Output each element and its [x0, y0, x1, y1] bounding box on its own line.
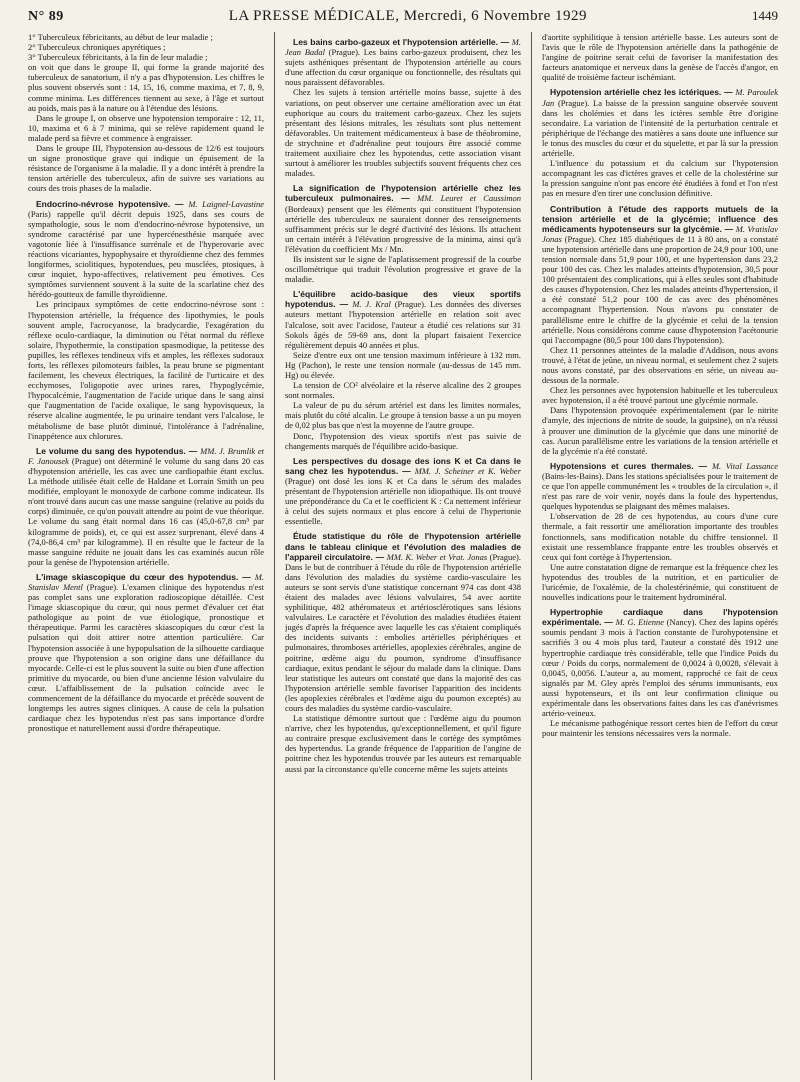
paragraph: Chez 11 personnes atteintes de la maladie d'Addison, nous avons trouvé, à l'état de jeûne, un niveau normal, et seulement chez 2 sujets nous avons constaté, par des observations en série, un niveau au-dessous de la normale. [542, 344, 778, 386]
article-section: Hypotension artérielle chez les ictériques. — M. Paroulek Jan (Prague). La baisse de la pression sanguine observée souvent dans les cholémies et dans les ictères semble être d'origine secondaire. La variation de l'intensité de la perturbation centrale et périphérique de l'échange des matières a sans doute une influence sur le tonus des muscles du cœur et du squelette, et par là sur la pression artérielle. [542, 87, 778, 159]
article-section: Contribution à l'étude des rapports mutuels de la tension artérielle et de la glycémie; influence des médicaments hypotenseurs sur la glycémie. — M. Vratislav Jonas (Prague). Chez 185 diabétiques de 11 à 80 ans, on a constaté une hypotension artérielle dans une proportion de 24,9 pour 100, une tension normale dans 51,9 pour 100, et une hypertension dans 23,2 pour 100 des cas. Chez les malades atteints d'hypotension, 30,5 pour 100 présentaient des complications, qui à elles seules sont d'habitude des causes d'hypotension. Chez les malades atteints d'hypertension, il a été constaté 51,2 pour 100 de cas avec des phénomènes accompagnant l'hypertension. Nous n'avons pu constater de parallélisme entre le chiffre de la glycémie et celui de la tension artérielle. Nous considérons comme cause d'hypotension l'acétonurie qui l'accompagne (80,5 pour 100 dans l'hypotension). [542, 203, 778, 345]
column-1 [28, 32, 264, 1080]
section-text: (Prague). L'examen clinique des hypotendus n'est pas complet sans une exploration radioscopique détaillée. C'est l'image skiascopique du cœur, qui nous permet d'évaluer cet état pathologique au point de vue étiologique, pronostique et thérapeutique. Parmi les caractères skiascopiques du cœur c'est la pulsation qui doit attirer notre attention particulière. Car l'hypotension associée à une hypopulsation de la silhouette cardiaque prouve que l'hypotension a son origine dans une défaillance du myocarde. Celle-ci est le plus souvent la suite ou bien d'une affection primitive du myocarde, ou bien d'une ancienne lésion valvulaire du cœur. L'affaiblissement de la pulsation coïncide avec le commencement de la défaillance du myocarde et précède souvent de longtemps les autres signes cliniques. A cause de cela la pulsation cardiaque chez les hypotendus n'est pas sans importance d'ordre pronostique et naturellement aussi d'ordre thérapeutique. [28, 581, 264, 734]
masthead: LA PRESSE MÉDICALE, Mercredi, 6 Novembre 1929 [228, 8, 587, 24]
section-text: (Bains-les-Bains). Dans les stations spécialisées pour le traitement de ce que l'on appelle communément les « troubles de la circulation », il n'est pas rare de voir venir, noyés dans la foule des hypertendus, quelques hypotendus se plaignant des mêmes malaises. [542, 470, 778, 512]
article-section: Les perspectives du dosage des ions K et Ca dans le sang chez les hypotendus. — MM. J. Scheiner et K. Weber (Prague) ont dosé les ions K et Ca dans le sérum des malades présentant de l'hypotension artérielle non idiopathique. Ils ont trouvé une prépondérance du Ca et le coefficient K : Ca nettement inférieur à celui des sujets normaux et plus encore à celui de l'hypertonie essentielle. [285, 455, 521, 527]
section-author: MM. K. Weber et Vrat. Jonas [386, 551, 488, 562]
article-section: L'équilibre acido-basique des vieux sportifs hypotendus. — M. J. Kral (Prague). Les données des diverses auteurs mettant l'hypotension artérielle en relation soit avec l'alcalose, soit avec l'acidose, l'auteur a étudié ces relations sur 31 Sokols âgés de 59-69 ans, dont la plupart faisaient l'exercice régulièrement depuis 40 années et plus. [285, 289, 521, 350]
section-author: M. Stanislav Mentl [28, 571, 264, 592]
section-text: (Prague). Les données des diverses auteurs mettant l'hypotension artérielle en relation soit avec l'alcalose, soit avec l'acidose, l'auteur a étudié ces relations sur 31 Sokols âgés de 59-69 ans, dont la plupart faisaient l'exercice régulièrement depuis 40 années et plus. [285, 299, 521, 350]
paragraph: L'influence du potassium et du calcium sur l'hypotension accompagnant les cas d'ictères graves et celle de la cholestérine sur la pression sanguine n'ont pas encore été étudiées à fond et l'on n'est pas en mesure d'en tirer une conclusion définitive. [542, 158, 778, 199]
paragraph: Le mécanisme pathogénique ressort certes bien de l'effort du cœur pour maintenir les tensions nécessaires vers la normale. [542, 718, 778, 739]
article-section: Étude statistique du rôle de l'hypotension artérielle dans le tableau clinique et l'évolution des maladies de l'appareil circulatoire. — MM. K. Weber et Vrat. Jonas (Prague). Dans le but de contribuer à l'étude du rôle de l'hypotension artérielle dans l'évolution des maladies du système cardio-vasculaire les auteurs se sont servis d'une statistique concernant 974 cas dont 438 étaient des malades avec lésions valvulaires, 54 avec aortite syphilitique, 482 athéromateux et artériosclérotiques sans lésions valvulaires. Le caractère et l'évolution des maladies étudiées étaient jugés d'après la fréquence avec laquelle les cas s'étaient compliqués des incidents suivants : embolies artérielles périphériques et pulmonaires, thromboses artérielles, apoplexies cérébrales, angine de poitrine, œdème aigu du poumon, syndrome d'insuffisance cardiaque, exitus pendant le séjour du malade dans la clinique. Dans leur statistique les auteurs ont constaté que dans la majorité des cas l'hypotension artérielle semble favoriser l'apparition des incidents (les apoplexies cérébrales et l'œdème aigu du poumon exceptés) au cours des maladies du système cardio-vasculaire. [285, 531, 521, 713]
section-author: M. Vital Lassance [711, 460, 778, 471]
article-columns [28, 32, 778, 1080]
section-title: L'image skiascopique du cœur des hypotendus. [36, 571, 239, 582]
paragraph: Une autre constatation digne de remarque est la fréquence chez les hypotendus des troubles de la nutrition, et en particulier de l'uricémie, de l'oxalémie, de la cholestérinémie, qui constituent de nouvelles indications pour le traitement hydrominéral. [542, 561, 778, 603]
section-title: Hypotensions et cures thermales. [550, 460, 694, 471]
section-author: M. Vratislav Jonas [542, 223, 778, 244]
paragraph: Seize d'entre eux ont une tension maximum inférieure à 132 mm. Hg (Pachon), le reste une tension normale (au-dessus de 145 mm. Hg) ou élevée. [285, 349, 521, 380]
paragraph: Dans le groupe III, l'hypotension au-dessous de 12/6 est toujours un signe pronostique grave qui indique un épuisement de la résistance de l'organisme à la maladie. Il y a donc intérêt à prendre la tension artérielle des tuberculeux, afin de suivre ses variations au cours des trois phases de la maladie. [28, 143, 264, 194]
section-title: Hypotension artérielle chez les ictériques. [550, 87, 722, 98]
article-section: Le volume du sang des hypotendus. — MM. J. Brumlik et F. Janousek (Prague) ont déterminé le volume du sang dans 20 cas d'hypotension artérielle, les cas avec une cardiopathie étant exclus. La méthode utilisée était celle de Haldane et Lorrain Smith un peu modifiée, employant le monoxyde de carbone comme indicateur. Ils n'ont trouvé dans aucun cas une masse sanguine (relative au poids du corps) diminuée, ce qu'on pouvait attendre au point de vue théorique. Le volume du sang était normal dans 16 cas (45,0-67,8 cm³ par kilogramme de poids), et, ce qui est assez surprenant, élevé dans 4 (74,0-86,4 cm³ par kilogramme). Il en résulte que le facteur de la masse sanguine réduite ne jouait dans les cas examinés aucun rôle pour la genèse de l'hypotension artérielle. [28, 445, 264, 567]
page-header [28, 8, 778, 30]
paragraph: Ils insistent sur le signe de l'aplatissement progressif de la courbe oscillométrique qui traduit l'évolution progressive et grave de la maladie. [285, 253, 521, 285]
paragraph: Donc, l'hypotension des vieux sportifs n'est pas suivie de changements marqués de l'équilibre acido-basique. [285, 430, 521, 451]
section-text: (Prague) ont déterminé le volume du sang dans 20 cas d'hypotension artérielle, les cas avec une cardiopathie étant exclus. La méthode utilisée était celle de Haldane et Lorrain Smith un peu modifiée, employant le monoxyde de carbone comme indicateur. Ils n'ont trouvé dans aucun cas une masse sanguine (relative au poids du corps) diminuée, ce qu'on pouvait attendre au point de vue théorique. Le volume du sang était normal dans 16 cas (45,0-67,8 cm³ par kilogramme de poids), et, ce qui est assez surprenant, élevé dans 4 (74,0-86,4 cm³ par kilogramme). Il en résulte que le facteur de la masse sanguine réduite ne jouait dans les cas examinés aucun rôle pour la genèse de l'hypotension artérielle. [28, 455, 264, 567]
section-author: M. J. Kral [352, 299, 391, 310]
section-text: (Prague). Chez 185 diabétiques de 11 à 80 ans, on a constaté une hypotension artérielle dans une proportion de 24,9 pour 100, une tension normale dans 51,9 pour 100, et une hypertension dans 23,2 pour 100 des cas. Chez les malades atteints d'hypotension, 30,5 pour 100 présentaient des complications, qui à elles seules sont d'habitude des causes d'hypotension. Chez les malades atteints d'hypertension, il a été constaté 51,2 pour 100 de cas avec des phénomènes accompagnant l'hypertension. Nous n'avons pu constater de parallélisme entre le chiffre de la glycémie et celui de la tension artérielle. Nous considérons comme cause d'hypotension l'acétonurie qui l'accompagne (80,5 pour 100 dans l'hypotension). [542, 233, 778, 345]
section-title: Étude statistique du rôle de l'hypotension artérielle dans le tableau clinique et l'évolution des maladies de l'appareil circulatoire. [285, 531, 521, 562]
section-text: (Prague). La baisse de la pression sanguine observée souvent dans les cholémies et dans les ictères semble être d'origine secondaire. La variation de l'intensité de la perturbation centrale et périphérique de l'échange des matières a sans doute une influence sur le tonus des muscles du cœur et du squelette, et par là sur la pression artérielle. [542, 97, 778, 159]
section-title: L'équilibre acido-basique des vieux sportifs hypotendus. [285, 289, 521, 310]
article-section: Les bains carbo-gazeux et l'hypotension artérielle. — M. Jean Badal (Prague). Les bains carbo-gazeux produisent, chez les sujets asthéniques présentant de l'hypotension artérielle au cours d'une affection du cœur organique ou fonctionnelle, des résultats qui nous paraissent défavorables. [285, 37, 521, 88]
column-3 [542, 32, 778, 1080]
article-section: La signification de l'hypotension artérielle chez les tuberculeux pulmonaires. — MM. Leuret et Caussimon (Bordeaux) pensent que les éléments qui constituent l'hypotension artérielle des tuberculeux ne sauraient donner des renseignements suffisamment précis sur le degré d'activité des lésions. Ils attachent un certain intérêt à l'élévation progressive de la minima, ainsi qu'à l'élévation du coefficient Mx / Mn. [285, 183, 521, 254]
section-text: (Prague). Dans le but de contribuer à l'étude du rôle de l'hypotension artérielle dans l'évolution des maladies du système cardio-vasculaire les auteurs se sont servis d'une statistique concernant 974 cas dont 438 étaient des malades avec lésions valvulaires, 54 avec aortite syphilitique, 482 athéromateux et artériosclérotiques sans lésions valvulaires. Le caractère et l'évolution des maladies étudiées étaient jugés d'après la fréquence avec laquelle les cas s'étaient compliqués des incidents suivants : embolies artérielles périphériques et pulmonaires, thromboses artérielles, apoplexies cérébrales, angine de poitrine, œdème aigu du poumon, syndrome d'insuffisance cardiaque, exitus pendant le séjour du malade dans la clinique. Dans leur statistique les auteurs ont constaté que dans la majorité des cas l'hypotension artérielle semble favoriser l'apparition des incidents (les apoplexies cérébrales et l'œdème aigu du poumon exceptés) au cours des maladies du système cardio-vasculaire. [285, 551, 521, 713]
section-title: La signification de l'hypotension artérielle chez les tuberculeux pulmonaires. [285, 183, 521, 204]
paragraph: Dans l'hypotension provoquée expérimentalement (par le nitrite d'amyle, des injections de nitrite de soude, la guipsine), on n'a réussi à prouver une diminution de la glycémie que dans une minorité de cas. Aucun parallélisme entre les variations de la tension artérielle et de la glycémie n'a été constaté. [542, 405, 778, 456]
section-text: (Nancy). Chez des lapins opérés soumis pendant 3 mois à l'action constante de l'urohypotensine et sacrifiés 3 ou 4 mois plus tard, l'auteur a constaté dès 1912 une hypertrophie cardiaque très considérable, telle que l'indice Poids du cœur / Poids du corps, normalement de 0,0024 à 0,0028, s'élevait à 0,0045, 0,0056. L'auteur a, au moment, rapproché ce fait de ceux signalés par M. Gley après l'emploi des sérums immunisants, eux aussi hypotenseurs, et ils ont leur confirmation clinique ou expérimentale dans les observations faites dans les cas d'anévrismes artério-veineux. [542, 617, 778, 719]
column-divider [274, 32, 275, 1080]
issue-number: N° 89 [28, 9, 64, 24]
section-author: M. G. Etienne [615, 617, 665, 628]
article-section: Hypertrophie cardiaque dans l'hypotension expérimentale. — M. G. Etienne (Nancy). Chez des lapins opérés soumis pendant 3 mois à l'action constante de l'urohypotensine et sacrifiés 3 ou 4 mois plus tard, l'auteur a constaté dès 1912 une hypertrophie cardiaque très considérable, telle que l'indice Poids du cœur / Poids du corps, normalement de 0,0024 à 0,0028, s'élevait à 0,0045, 0,0056. L'auteur a, au moment, rapproché ce fait de ceux signalés par M. Gley après l'emploi des sérums immunisants, eux aussi hypotenseurs, et ils ont leur confirmation clinique ou expérimentale dans les observations faites dans les cas d'anévrismes artério-veineux. [542, 607, 778, 719]
column-divider [531, 32, 532, 1080]
paragraph: La statistique démontre surtout que : l'œdème aigu du poumon n'arrive, chez les hypotendus, qu'exceptionnellement, et qu'il figure au contraire presque exclusivement dans le cortège des symptômes des hypertendus. La grande fréquence de l'apparition de l'angine de poitrine chez les hypotendus trouvée par les auteurs est remarquable aussi par la circonstance qu'elle concerne même les sujets atteints [285, 713, 521, 774]
section-title: Contribution à l'étude des rapports mutuels de la tension artérielle et de la glycémie; influence des médicaments hypotenseurs sur la glycémie. [542, 203, 778, 234]
section-author: MM. Leuret et Caussimon [417, 193, 521, 204]
section-author: M. Jean Badal [285, 37, 521, 58]
section-author: MM. J. Brumlik et F. Janousek [28, 445, 264, 466]
section-author: M. Paroulek Jan [542, 87, 778, 108]
paragraph: 1° Tuberculeux fébricitants, au début de leur maladie ; [28, 32, 213, 42]
paragraph: La valeur de pu du sérum artériel est dans les limites normales, mais plutôt du côté alcalin. Le groupe à tension basse a un pu moyen de 0,02 plus bas que n'est la moyenne de l'autre groupe. [285, 400, 521, 431]
section-text: (Prague) ont dosé les ions K et Ca dans le sérum des malades présentant de l'hypotension artérielle non idiopathique. Ils ont trouvé une prépondérance du Ca et le coefficient K : Ca nettement inférieur à celui des sujets normaux et plus encore à celui de l'hypertonie essentielle. [285, 475, 521, 527]
paragraph: Chez les personnes avec hypotension habituelle et les tuberculeux avec hypotension, il a été trouvé partout une glycémie normale. [542, 385, 778, 406]
paragraph: Dans le groupe I, on observe une hypotension temporaire : 12, 11, 10, maxima et 6 à 7 minima, qui se relève rapidement quand le malade perd sa fièvre et commence à engraisser. [28, 112, 264, 143]
paragraph: Chez les sujets à tension artérielle moins basse, sujette à des variations, on peut observer une certaine amélioration avec un état euphorique au cours du traitement carbo-gazeux. Chez les sujets présentant des lésions mitrales, les résultats sont plus nettement défavorables. Un traitement médicamenteux à base de théobromine, de strychnine et d'adrénaline peut toujours être associé comme traitement auxiliaire chez les hypotendus, cette association visant surtout à améliorer les troubles subjectifs souvent fréquents chez ces malades. [285, 87, 521, 179]
section-author: M. Laignel-Lavastine [188, 198, 264, 209]
page-number: 1449 [751, 8, 778, 23]
section-title: Les perspectives du dosage des ions K et Ca dans le sang chez les hypotendus. [285, 455, 521, 476]
issue-date: Mercredi, 6 Novembre 1929 [403, 8, 587, 24]
section-text: (Paris) rappelle qu'il décrit depuis 1925, dans ses cours de sympathologie, sous le nom d'endocrino-névrose hypotensive, un syndrome caractérisé par une hypercénesthésie marquée avec vagotonie liée à l'insuffisance surrénale et de l'hyperovarie avec réactions vicariantes, hypophysaire et thyroïdienne chez des femmes longiformes, sciolitiques, hypotendues, peu musclées, ptosiques, à cœur inquiet, hypo-affectives, relativement peu émotives. Ces symptômes surviennent souvent à la suite de la scarlatine chez des hérédo-goutteux de famille thyroïdienne. [28, 208, 264, 300]
paragraph: L'observation de 28 de ces hypotendus, au cours d'une cure thermale, a fait ressortir une amélioration importante des troubles fonctionnels, sans modification notable du chiffre tensionnel. Il existait une ressemblance frappante entre les troubles observés et ceux qui font cortège à l'hypertension. [542, 511, 778, 562]
section-title: Les bains carbo-gazeux et l'hypotension artérielle. [293, 37, 499, 47]
section-title: Hypertrophie cardiaque dans l'hypotension expérimentale. [542, 607, 778, 628]
article-section: Hypotensions et cures thermales. — M. Vital Lassance (Bains-les-Bains). Dans les stations spécialisées pour le traitement de ce que l'on appelle communément les « troubles de la circulation », il n'est pas rare de voir venir, noyés dans la foule des hypertendus, quelques hypotendus se plaignant des mêmes malaises. [542, 460, 778, 512]
section-author: MM. J. Scheiner et K. Weber [414, 465, 521, 476]
section-title: Endocrino-névrose hypotensive. [36, 198, 171, 209]
section-title: Le volume du sang des hypotendus. [36, 445, 186, 456]
section-text: (Prague). Les bains carbo-gazeux produisent, chez les sujets asthéniques présentant de l'hypotension artérielle au cours d'une affection du cœur organique ou fonctionnelle, des résultats qui nous paraissent défavorables. [285, 47, 521, 88]
paragraph: 3° Tuberculeux fébricitants, à la fin de leur maladie ; [28, 52, 208, 63]
journal-title: LA PRESSE MÉDICALE [228, 8, 396, 24]
paragraph: La tension de CO² alvéolaire et la réserve alcaline des 2 groupes sont normales. [285, 380, 521, 401]
article-section: Endocrino-névrose hypotensive. — M. Laignel-Lavastine (Paris) rappelle qu'il décrit depuis 1925, dans ses cours de sympathologie, sous le nom d'endocrino-névrose hypotensive, un syndrome caractérisé par une hypercénesthésie marquée avec vagotonie liée à l'insuffisance surrénale et de l'hyperovarie avec réactions vicariantes, hypophysaire et thyroïdienne chez des femmes longiformes, sciolitiques, hypotendues, peu musclées, ptosiques, à cœur inquiet, hypo-affectives, relativement peu émotives. Ces symptômes surviennent souvent à la suite de la scarlatine chez des hérédo-goutteux de famille thyroïdienne. [28, 198, 264, 300]
paragraph: on voit que dans le groupe II, qui forme la grande majorité des tuberculeux de sanatorium, il n'y a pas d'hypotension. Les chiffres le plus souvent observés sont : 14, 15, 16, comme maxima, et 7, 8, 9, comme minima. Les différences tiennent au sexe, à l'âge et surtout au poids, mais pas à la nature ou à l'étendue des lésions. [28, 62, 264, 113]
section-text: (Bordeaux) pensent que les éléments qui constituent l'hypotension artérielle des tuberculeux ne sauraient donner des renseignements suffisamment précis sur le degré d'activité des lésions. Ils attachent un certain intérêt à l'élévation progressive de la minima, ainsi qu'à l'élévation du coefficient Mx / Mn. [285, 203, 521, 254]
paragraph: d'aortite syphilitique à tension artérielle basse. Les auteurs sont de l'avis que le rôle de l'hypotension artérielle dans la pathogénie de l'angine de poitrine serait celui de favoriser la manifestation des facteurs anatomique et nerveux dans la genèse de l'accès d'angor, en qualité de troisième facteur ischémiant. [542, 32, 778, 83]
paragraph: 2° Tuberculeux chroniques apyrétiques ; [28, 42, 166, 53]
article-section: L'image skiascopique du cœur des hypotendus. — M. Stanislav Mentl (Prague). L'examen clinique des hypotendus n'est pas complet sans une exploration radioscopique détaillée. C'est l'image skiascopique du cœur, qui nous permet d'évaluer cet état pathologique au point de vue étiologique, pronostique et thérapeutique. Parmi les caractères skiascopiques du cœur c'est la pulsation qui doit attirer notre attention particulière. Car l'hypotension associée à une hypopulsation de la silhouette cardiaque prouve que l'hypotension a son origine dans une défaillance du myocarde. Celle-ci est le plus souvent la suite ou bien d'une affection primitive du myocarde, ou bien d'une ancienne lésion valvulaire du cœur. L'affaiblissement de la pulsation coïncide avec le commencement de la défaillance du myocarde et précède souvent de longtemps les autres signes cliniques. A cause de cela la pulsation cardiaque chez les hypotendus n'est pas sans importance d'ordre pronostique et naturellement aussi d'ordre thérapeutique. [28, 571, 264, 734]
paragraph: Les principaux symptômes de cette endocrino-névrose sont : l'hypotension artérielle, la fréquence des lipothymies, le pouls souvent ample, l'acrocyanose, la bradycardie, l'exagération du réflexe oculo-cardiaque, la diminution ou l'état normal du réflexe solaire, l'hypothermie, la constipation spasmodique, la petitesse des pupilles, les réflexes tendineux vifs et amples, les réflexes sudoraux forts, les réflexes pilomoteurs faibles, la peau brune se pigmentant facilement, les cheveux électriques, la facilité de l'urticaire et des ecchymoses, l'oligopotie avec urines rares, l'hypoglycémie, l'hypocalcémie, l'augmentation de l'acide urique dans le sang ainsi que l'augmentation de l'acide oxalique, le sang hypovisqueux, la réserve alcaline augmentée, le pu urinaire tendant vers l'alcalose, le métabolisme de base plutôt diminué, l'intolérance à l'adrénaline, l'inappétence aux chlorures. [28, 299, 264, 441]
column-2 [285, 32, 521, 1080]
